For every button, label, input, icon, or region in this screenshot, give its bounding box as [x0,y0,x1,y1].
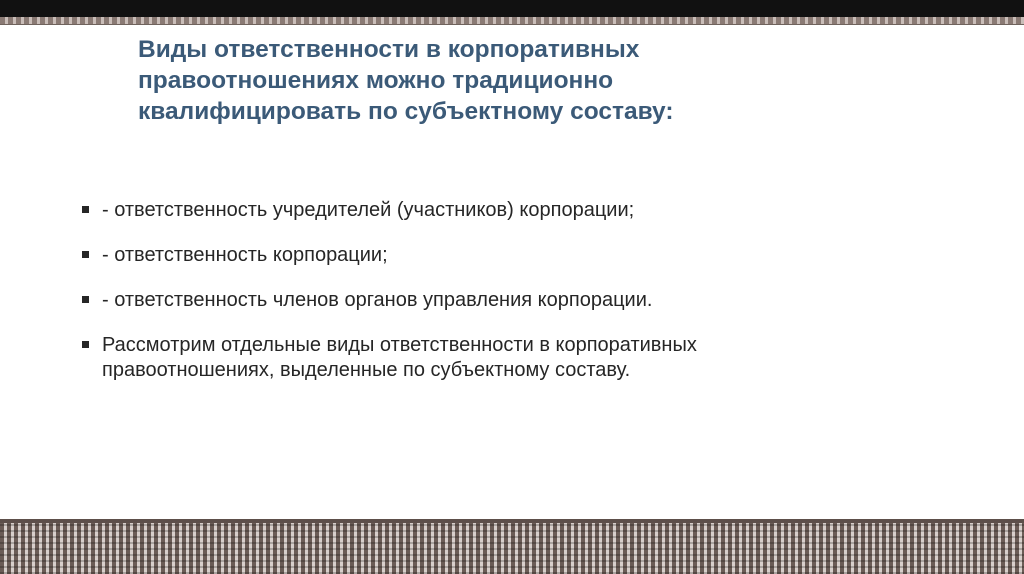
title-bold-line-2: правоотношениях [138,67,360,94]
list-item-text: - ответственность учредителей (участников) корпорации; [102,199,635,221]
list-item [82,198,962,223]
list-item [82,333,822,383]
list-item-text: - ответственность корпорации; [102,244,388,266]
list-item [82,243,962,268]
slide-title [138,34,858,127]
square-bullet-icon [82,251,89,258]
top-decorative-border [0,17,1024,25]
list-item-text: Рассмотрим отдельные виды ответственности в корпоративных правоотношениях, выделенные по субъектному составу. [102,334,697,381]
bullet-list [82,198,962,403]
title-line-3: квалифицировать по субъектному составу: [138,98,674,125]
list-item [82,288,962,313]
bottom-decorative-border [0,519,1024,574]
title-line-2-rest: можно традиционно [359,67,614,94]
list-item-text: - ответственность членов органов управления корпорации. [102,289,653,311]
square-bullet-icon [82,296,89,303]
top-black-bar [0,0,1024,17]
title-bold-line-1: Виды ответственности в корпоративных [138,36,640,63]
square-bullet-icon [82,206,89,213]
square-bullet-icon [82,341,89,348]
